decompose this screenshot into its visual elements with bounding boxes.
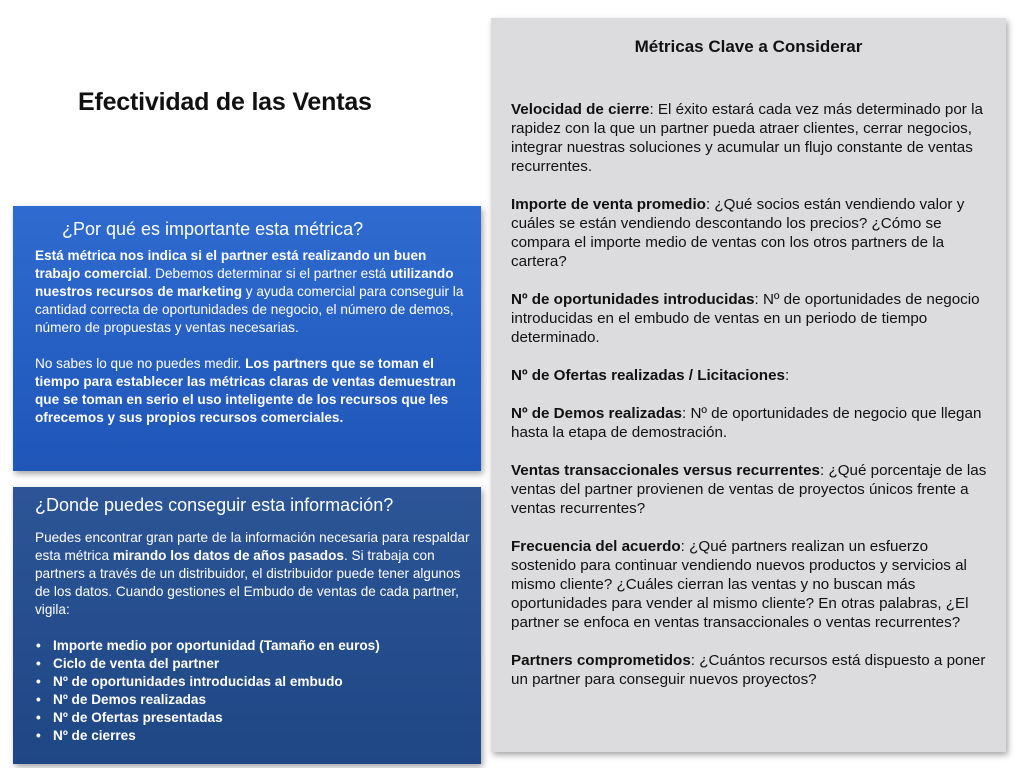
- metric-description: : El éxito estará cada vez más determinado por la rapidez con la que un partner pueda atraer clientes, cerrar negocios, integrar nuestras soluciones y acumular un flujo constante de ventas recurrentes.: [511, 101, 983, 175]
- why-bold-3: Los partners que se toman el tiempo para establecer las métricas claras de ventas demuestran que se toman en serio el uso inteligente de los recursos que les ofrecemos y sus propios recursos comerciales.: [35, 356, 456, 425]
- metric-item: [511, 366, 991, 385]
- metric-item: [511, 195, 991, 271]
- why-paragraph-2: [35, 355, 470, 427]
- why-text-2: y ayuda comercial para conseguir la cantidad correcta de oportunidades de negocio, el número de demos, número de propuestas y ventas necesarias.: [35, 284, 464, 335]
- metric-item: [511, 461, 991, 518]
- why-bold-1: Está métrica nos indica si el partner está realizando un buen trabajo comercial: [35, 248, 427, 281]
- bullet-icon: •: [36, 674, 41, 689]
- metric-term: Nº de Ofertas realizadas / Licitaciones: [511, 367, 785, 384]
- why-bold-2: utilizando nuestros recursos de marketing: [35, 266, 454, 299]
- metric-description: : ¿Cuántos recursos está dispuesto a poner un partner para conseguir nuevos proyectos?: [511, 652, 986, 688]
- metric-description: : ¿Qué socios están vendiendo valor y cuáles se están vendiendo descontando los precios? ¿Cómo se compara el importe medio de ventas con los otros partners de la cartera?: [511, 196, 965, 270]
- metric-description: : ¿Qué porcentaje de las ventas del partner provienen de ventas de proyectos únicos frente a ventas recurrentes?: [511, 462, 987, 517]
- metric-description: :: [784, 367, 790, 384]
- list-item-label: Ciclo de venta del partner: [53, 656, 220, 671]
- list-item: [35, 655, 470, 673]
- list-item: [35, 727, 470, 745]
- bullet-icon: •: [36, 710, 41, 725]
- why-text-3: No sabes lo que no puedes medir.: [35, 356, 246, 371]
- metric-item: [511, 404, 991, 442]
- where-info-panel: [13, 487, 481, 764]
- metric-item: [511, 290, 991, 347]
- bullet-icon: •: [36, 638, 41, 653]
- metric-term: Velocidad de cierre: [511, 101, 650, 118]
- metric-description: : Nº de oportunidades de negocio que llegan hasta la etapa de demostración.: [511, 405, 982, 441]
- metric-item: [511, 537, 991, 632]
- list-item-label: Nº de cierres: [53, 728, 136, 743]
- metric-term: Ventas transaccionales versus recurrentes: [511, 462, 820, 479]
- why-text-1: . Debemos determinar si el partner está: [147, 266, 391, 281]
- metric-item: [511, 100, 991, 176]
- bullet-icon: •: [36, 728, 41, 743]
- why-important-heading: ¿Por qué es importante esta métrica?: [62, 219, 364, 239]
- key-metrics-panel: [491, 18, 1006, 752]
- bullet-icon: •: [36, 656, 41, 671]
- metric-term: Nº de Demos realizadas: [511, 405, 682, 422]
- metric-description: : ¿Qué partners realizan un esfuerzo sostenido para continuar vendiendo nuevos productos y servicios al mismo cliente? ¿Cuáles cierran las ventas y no buscan más oportunidades para vender al mismo cliente? En otras palabras, ¿El partner se enfoca en ventas transaccionales o ventas recurrentes?: [511, 538, 969, 631]
- where-info-heading: ¿Donde puedes conseguir esta información?: [35, 495, 394, 515]
- metric-term: Nº de oportunidades introducidas: [511, 291, 755, 308]
- list-item-label: Nº de Ofertas presentadas: [53, 710, 223, 725]
- why-important-panel: [13, 206, 481, 471]
- metric-term: Partners comprometidos: [511, 652, 691, 669]
- where-text-1: Puedes encontrar gran parte de la información necesaria para respaldar esta métrica: [35, 530, 470, 563]
- why-important-body: [35, 247, 470, 445]
- key-metrics-heading: Métricas Clave a Considerar: [634, 37, 863, 56]
- metric-item: [511, 651, 991, 689]
- why-paragraph-1: [35, 247, 470, 337]
- where-paragraph-1: [35, 529, 470, 619]
- page-title: Efectividad de las Ventas: [78, 88, 372, 116]
- list-item-label: Nº de Demos realizadas: [53, 692, 207, 707]
- where-bold-1: mirando los datos de años pasados: [112, 548, 344, 563]
- list-item: [35, 673, 470, 691]
- bullet-icon: •: [36, 692, 41, 707]
- list-item-label: Nº de oportunidades introducidas al embudo: [53, 674, 343, 689]
- where-text-2: . Si trabaja con partners a través de un distribuidor, el distribuidor puede tener algunos de los datos. Cuando gestiones el Embudo de ventas de cada partner, vigila:: [35, 548, 461, 617]
- list-item-label: Importe medio por oportunidad (Tamaño en euros): [53, 638, 380, 653]
- key-metrics-list: [511, 100, 991, 708]
- metric-term: Frecuencia del acuerdo: [511, 538, 681, 555]
- metric-description: : Nº de oportunidades de negocio introducidas en el embudo de ventas en un periodo de tiempo determinado.: [511, 291, 980, 346]
- list-item: [35, 637, 470, 655]
- metric-term: Importe de venta promedio: [511, 196, 706, 213]
- list-item: [35, 709, 470, 727]
- pipeline-checklist: [35, 637, 470, 745]
- where-info-body: [35, 529, 470, 745]
- list-item: [35, 691, 470, 709]
